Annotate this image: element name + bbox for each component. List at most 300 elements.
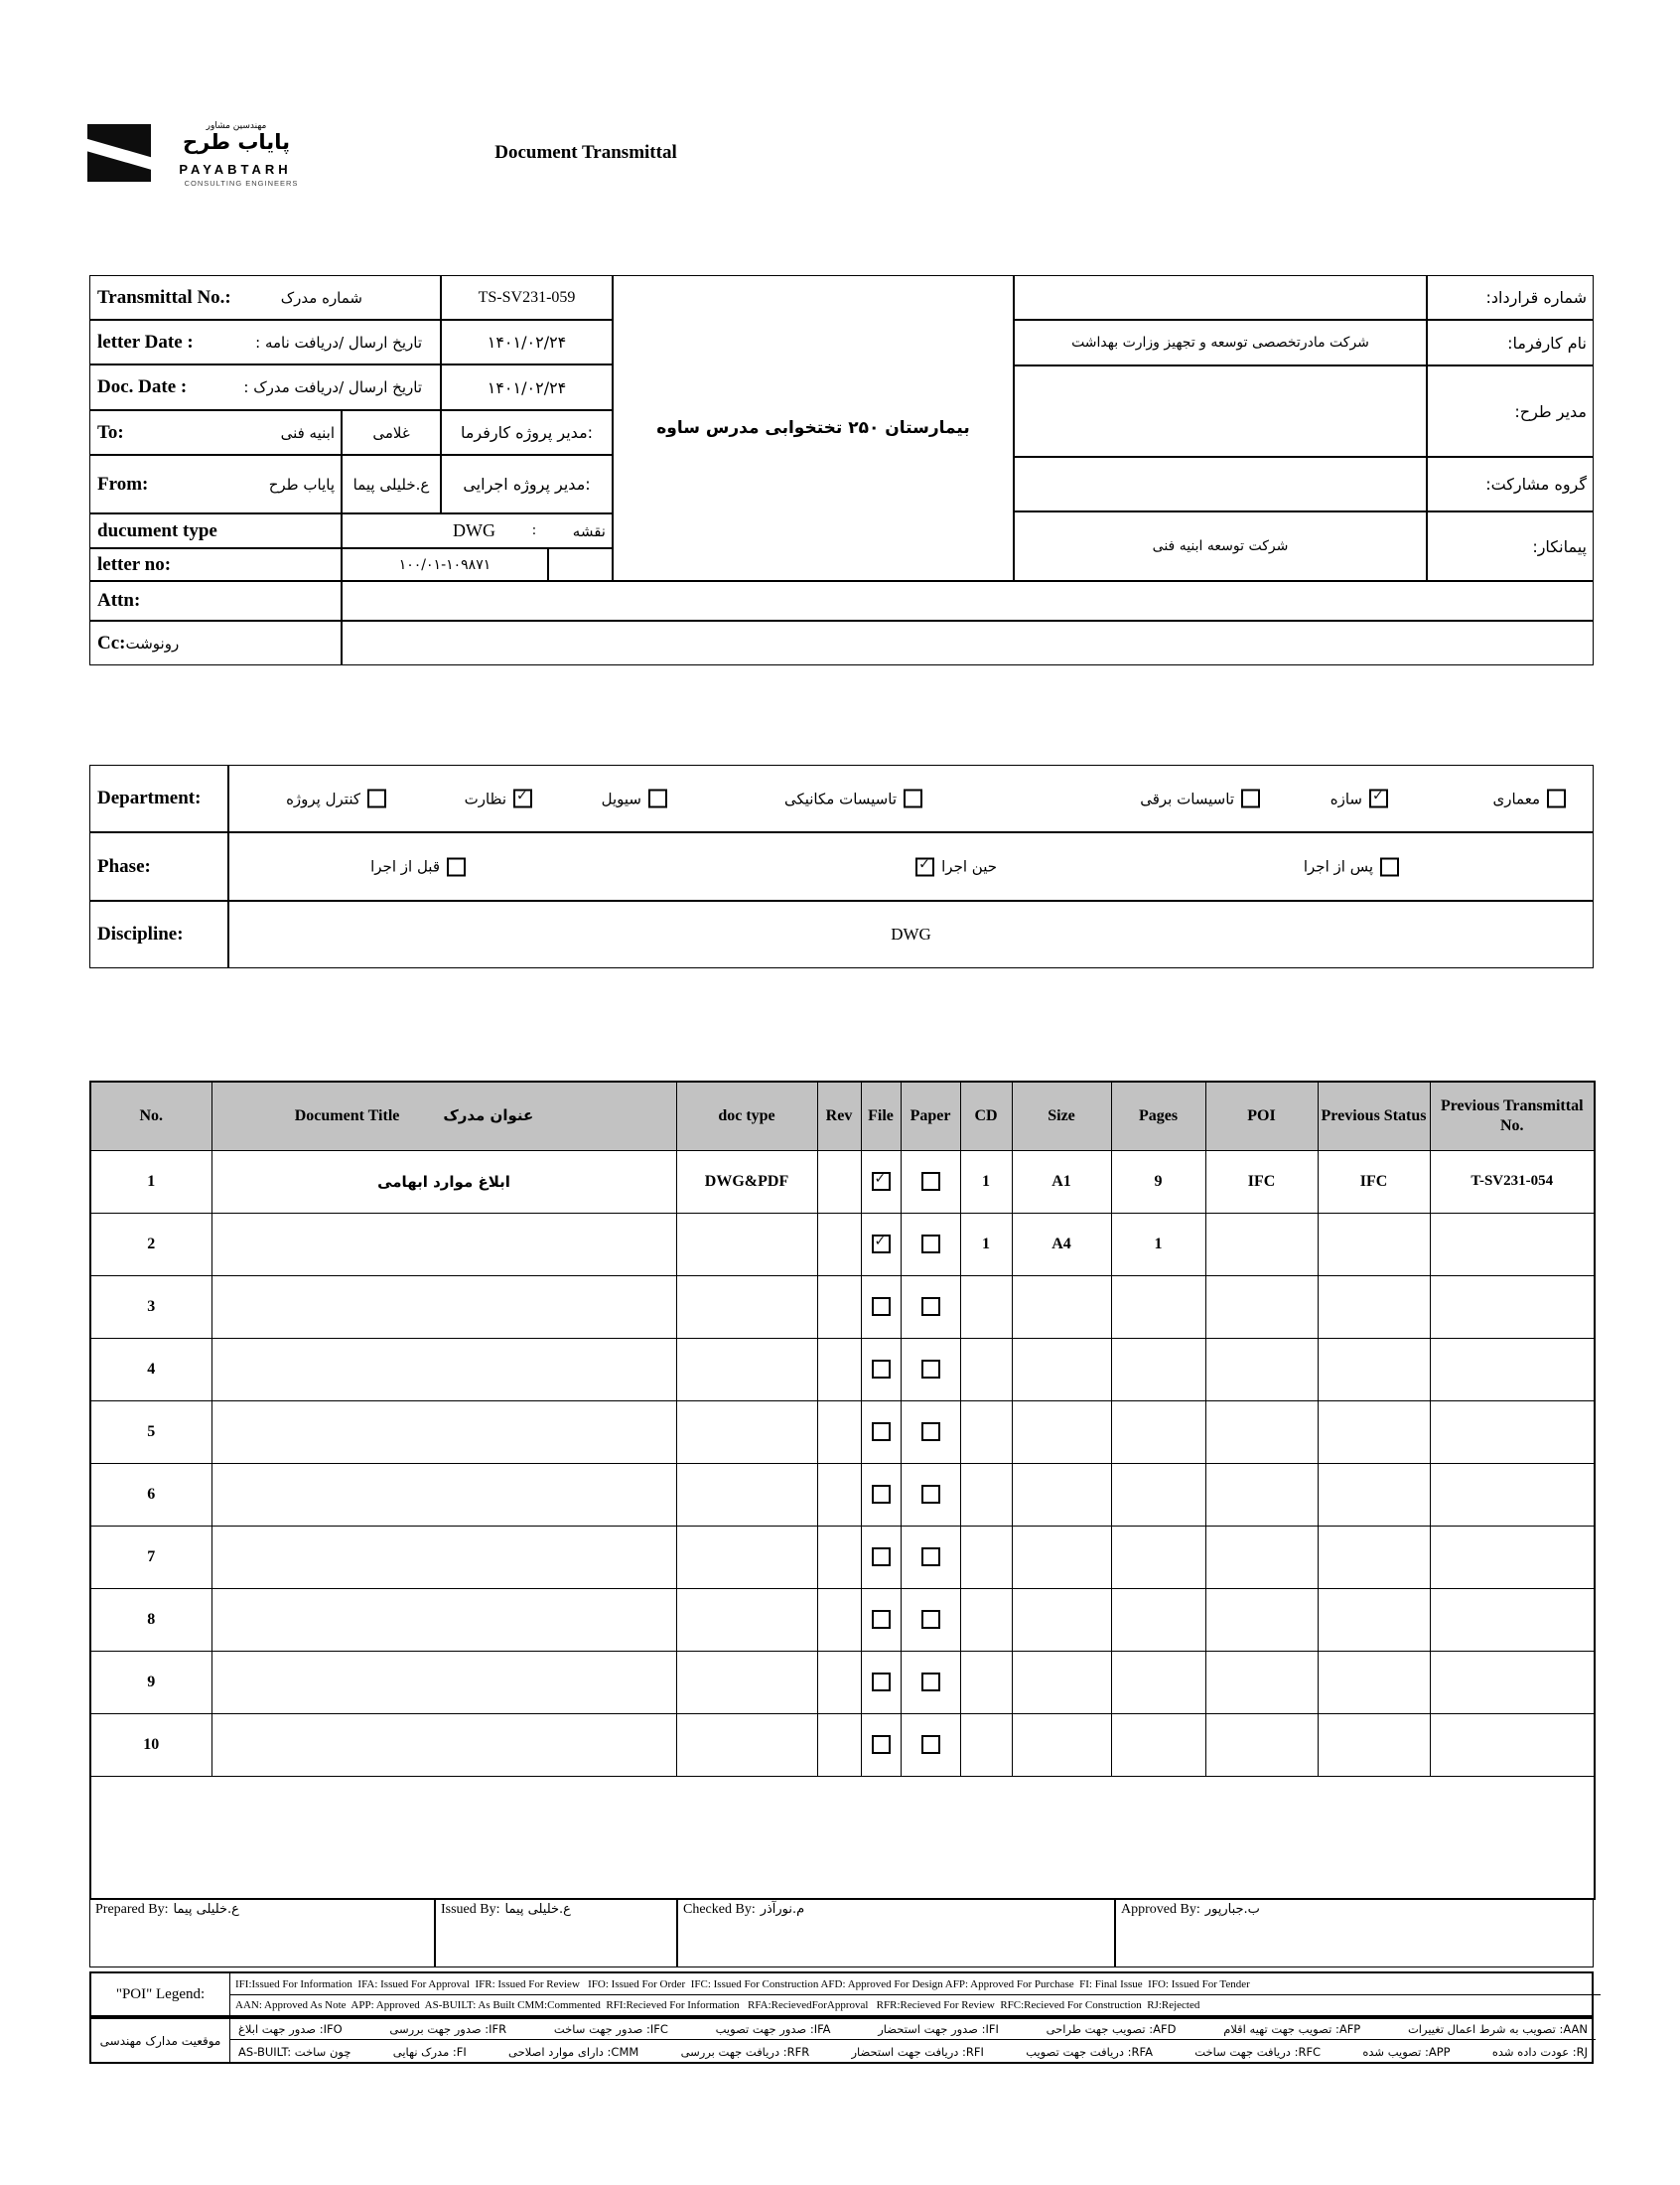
row-file-checkbox[interactable] — [872, 1547, 891, 1566]
poi-legend-line2: AAN: Approved As Note APP: Approved AS-BUILT: As Built CMM:Commented RFI:Recieved For Information RFA:RecievedForApproval RFR:Recieved For Review RFC:Recieved For Construction RJ:Rejected — [235, 1999, 1200, 2012]
row-no: 9 — [90, 1651, 211, 1713]
row-cd — [960, 1651, 1012, 1713]
row-prev-transmittal — [1430, 1275, 1595, 1338]
department-checkbox[interactable] — [1241, 790, 1260, 808]
poi-legend-label: "POI" Legend: — [115, 1985, 206, 2002]
department-option — [602, 790, 667, 808]
row-size — [1012, 1588, 1111, 1651]
document-table-row — [90, 1338, 1595, 1400]
logo-fa-name: پایاب طرح — [183, 130, 290, 154]
row-prev-status — [1318, 1400, 1430, 1463]
row-poi — [1205, 1588, 1318, 1651]
department-option — [1330, 790, 1388, 808]
row-paper-checkbox[interactable] — [921, 1610, 940, 1629]
fa-legend-item-ifa: صدور جهت تصویب :IFA — [715, 2022, 831, 2036]
row-poi — [1205, 1400, 1318, 1463]
row-poi — [1205, 1713, 1318, 1776]
row-cd — [960, 1275, 1012, 1338]
from-label: From: — [97, 473, 149, 495]
row-cd — [960, 1526, 1012, 1588]
table-footer-empty-row — [90, 1776, 1595, 1899]
checked-by-cell — [677, 1898, 1115, 1967]
row-checkbox-cell — [861, 1651, 901, 1713]
fa-legend-item-ifc: صدور جهت ساخت :IFC — [553, 2022, 668, 2036]
transmittal-no-label-cell — [89, 275, 441, 320]
row-poi: IFC — [1205, 1150, 1318, 1213]
approved-by-name: ب.جبارپور — [1204, 1902, 1260, 1917]
row-pages — [1111, 1651, 1205, 1713]
row-size — [1012, 1400, 1111, 1463]
row-poi — [1205, 1463, 1318, 1526]
row-no: 7 — [90, 1526, 211, 1588]
discipline-label-cell — [89, 901, 228, 968]
checked-by-label: Checked By: — [683, 1902, 756, 1917]
plan-manager-value — [1014, 365, 1427, 457]
employer-label: نام کارفرما: — [1427, 320, 1594, 365]
fa-legend-item-cmm: دارای موارد اصلاحی :CMM — [508, 2044, 639, 2059]
partnership-value — [1014, 457, 1427, 511]
row-checkbox-cell — [901, 1463, 960, 1526]
row-paper-checkbox[interactable] — [921, 1673, 940, 1691]
top-info-table — [89, 275, 1594, 665]
row-size — [1012, 1463, 1111, 1526]
row-file-checkbox[interactable] — [872, 1485, 891, 1504]
row-rev — [817, 1651, 861, 1713]
row-rev — [817, 1275, 861, 1338]
row-cd: 1 — [960, 1150, 1012, 1213]
fa-legend-item-ifi: صدور جهت استحضار :IFI — [878, 2022, 999, 2036]
row-poi — [1205, 1213, 1318, 1275]
from-role: مدیر پروژه اجرایی: — [441, 455, 613, 513]
row-no: 4 — [90, 1338, 211, 1400]
transmittal-no-label-en: Transmittal No.: — [97, 286, 231, 308]
row-title: ابلاغ موارد ابهامی — [211, 1150, 676, 1213]
letterno-value: ۱۰۰/۰۱-۱۰۹۸۷۱ — [342, 548, 548, 581]
department-option — [1493, 790, 1567, 808]
row-prev-status: IFC — [1318, 1150, 1430, 1213]
cc-label: Cc: — [97, 632, 126, 654]
letter-date-value: ۱۴۰۱/۰۲/۲۴ — [441, 320, 613, 364]
row-doctype — [676, 1713, 817, 1776]
row-checkbox-cell — [901, 1400, 960, 1463]
document-table — [89, 1081, 1596, 1900]
row-size — [1012, 1713, 1111, 1776]
col-title-en: Document Title — [294, 1107, 400, 1125]
row-file-checkbox[interactable] — [872, 1735, 891, 1754]
row-file-checkbox-checked[interactable] — [872, 1235, 891, 1253]
letterno-extra-cell — [548, 548, 613, 581]
to-value: ابنیه فنی — [280, 423, 335, 442]
row-prev-transmittal — [1430, 1400, 1595, 1463]
col-prev-transmittal: Previous Transmittal No. — [1430, 1082, 1595, 1150]
phase-options-cell — [228, 832, 1594, 901]
row-size: A4 — [1012, 1213, 1111, 1275]
row-checkbox-cell — [861, 1526, 901, 1588]
row-checkbox-cell — [901, 1713, 960, 1776]
row-doctype — [676, 1400, 817, 1463]
doc-date-label-cell — [89, 364, 441, 410]
row-prev-transmittal — [1430, 1713, 1595, 1776]
page-title: Document Transmittal — [494, 142, 677, 163]
cc-label-fa: رونوشت — [125, 634, 180, 653]
row-prev-transmittal — [1430, 1463, 1595, 1526]
row-checkbox-cell — [901, 1651, 960, 1713]
row-rev — [817, 1713, 861, 1776]
fa-legend-line1 — [230, 2019, 1596, 2040]
prepared-by-label: Prepared By: — [95, 1902, 169, 1917]
row-doctype — [676, 1463, 817, 1526]
attn-value-cell — [342, 581, 1594, 621]
issued-by-label: Issued By: — [441, 1902, 500, 1917]
row-paper-checkbox[interactable] — [921, 1172, 940, 1191]
col-title — [211, 1082, 676, 1150]
row-prev-status — [1318, 1526, 1430, 1588]
row-size — [1012, 1338, 1111, 1400]
row-checkbox-cell — [861, 1588, 901, 1651]
row-no: 10 — [90, 1713, 211, 1776]
row-prev-status — [1318, 1213, 1430, 1275]
row-no: 8 — [90, 1588, 211, 1651]
row-poi — [1205, 1651, 1318, 1713]
department-option — [1140, 790, 1260, 808]
table-footer-empty-cell — [90, 1776, 1595, 1899]
col-size: Size — [1012, 1082, 1111, 1150]
row-file-checkbox[interactable] — [872, 1673, 891, 1691]
row-cd — [960, 1400, 1012, 1463]
row-prev-transmittal — [1430, 1526, 1595, 1588]
row-prev-status — [1318, 1338, 1430, 1400]
row-pages — [1111, 1526, 1205, 1588]
poi-legend-label-cell — [91, 1973, 230, 2015]
row-rev — [817, 1526, 861, 1588]
col-pages: Pages — [1111, 1082, 1205, 1150]
row-prev-transmittal — [1430, 1588, 1595, 1651]
row-checkbox-cell — [861, 1275, 901, 1338]
logo-mark-icon — [87, 124, 151, 182]
department-checkbox[interactable] — [904, 790, 922, 808]
doc-date-value: ۱۴۰۱/۰۲/۲۴ — [441, 364, 613, 410]
fa-legend-item-rfc: دریافت جهت ساخت :RFC — [1194, 2044, 1322, 2059]
row-pages — [1111, 1588, 1205, 1651]
row-no: 6 — [90, 1463, 211, 1526]
department-option-label: تاسیسات برقی — [1140, 790, 1234, 807]
document-table-row — [90, 1588, 1595, 1651]
row-pages — [1111, 1713, 1205, 1776]
document-table-row — [90, 1713, 1595, 1776]
department-checkbox[interactable] — [1547, 790, 1566, 808]
attn-label: Attn: — [97, 590, 141, 611]
department-option — [465, 790, 532, 808]
col-title-fa: عنوان مدرک — [443, 1106, 534, 1125]
row-doctype — [676, 1651, 817, 1713]
department-option — [784, 790, 922, 808]
project-name-cell: بیمارستان ۲۵۰ تختخوابی مدرس ساوه — [613, 275, 1014, 581]
contractor-label: پیمانکار: — [1427, 511, 1594, 581]
document-table-header-row — [90, 1082, 1595, 1150]
doctype-label: ducument type — [97, 519, 217, 541]
contract-no-value — [1014, 275, 1427, 320]
poi-legend-line1: IFI:Issued For Information IFA: Issued For Approval IFR: Issued For Review IFO: Issued For Order IFC: Issued For Construction AFD: Approved For Design AFP: Approved For Purchase FI: Final Issue IFO: Issued For Tender — [230, 1973, 1601, 1995]
row-prev-transmittal: T-SV231-054 — [1430, 1150, 1595, 1213]
discipline-label: Discipline: — [97, 924, 184, 945]
row-paper-checkbox[interactable] — [921, 1235, 940, 1253]
doctype-value-cell — [342, 513, 613, 548]
row-paper-checkbox[interactable] — [921, 1297, 940, 1316]
fa-legend-item-ifr: صدور جهت بررسی :IFR — [389, 2022, 507, 2036]
col-no: No. — [90, 1082, 211, 1150]
document-table-row — [90, 1463, 1595, 1526]
row-file-checkbox[interactable] — [872, 1297, 891, 1316]
row-size — [1012, 1651, 1111, 1713]
row-title — [211, 1526, 676, 1588]
doctype-colon: : — [531, 522, 536, 538]
col-prev-status: Previous Status — [1318, 1082, 1430, 1150]
row-pages: 9 — [1111, 1150, 1205, 1213]
row-prev-status — [1318, 1651, 1430, 1713]
row-checkbox-cell — [861, 1213, 901, 1275]
letterno-label-cell — [89, 548, 342, 581]
department-option-label: نظارت — [464, 790, 506, 807]
department-checkbox[interactable] — [648, 790, 667, 808]
row-file-checkbox[interactable] — [872, 1360, 891, 1379]
fa-legend-item-rfi: دریافت جهت استحضار :RFI — [851, 2044, 984, 2059]
row-cd — [960, 1713, 1012, 1776]
to-label: To: — [97, 421, 124, 443]
row-file-checkbox-checked[interactable] — [872, 1172, 891, 1191]
row-doctype: DWG&PDF — [676, 1150, 817, 1213]
contract-no-label: شماره قرارداد: — [1427, 275, 1594, 320]
row-checkbox-cell — [901, 1275, 960, 1338]
cc-label-cell — [89, 621, 342, 665]
row-checkbox-cell — [901, 1213, 960, 1275]
prepared-by-name: ع.خلیلی پیما — [173, 1902, 239, 1917]
department-option-label: سیویل — [601, 790, 641, 807]
phase-option-label: حین اجرا — [941, 857, 997, 876]
checked-by-name: م.نورآذر — [760, 1902, 805, 1917]
fa-legend-item-rfr: دریافت جهت بررسی :RFR — [680, 2044, 810, 2059]
row-checkbox-cell — [861, 1338, 901, 1400]
phase-label-cell — [89, 832, 228, 901]
row-size: A1 — [1012, 1150, 1111, 1213]
to-name: غلامی — [342, 410, 441, 455]
row-checkbox-cell — [901, 1526, 960, 1588]
row-checkbox-cell — [901, 1338, 960, 1400]
letter-date-label-en: letter Date : — [97, 331, 194, 353]
col-paper: Paper — [901, 1082, 960, 1150]
col-doctype: doc type — [676, 1082, 817, 1150]
fa-legend-item-afd: تصویب جهت طراحی :AFD — [1046, 2022, 1177, 2036]
row-checkbox-cell — [861, 1150, 901, 1213]
row-doctype — [676, 1213, 817, 1275]
row-rev — [817, 1588, 861, 1651]
row-checkbox-cell — [861, 1463, 901, 1526]
fa-legend-label: موقعیت مدارک مهندسی — [99, 2033, 221, 2048]
to-cell — [89, 410, 342, 455]
col-file: File — [861, 1082, 901, 1150]
row-no: 1 — [90, 1150, 211, 1213]
logo-en-name: PAYABTARH — [179, 162, 292, 177]
letterno-label: letter no: — [97, 553, 172, 575]
row-pages: 1 — [1111, 1213, 1205, 1275]
phase-checkbox-checked[interactable] — [915, 857, 934, 876]
row-paper-checkbox[interactable] — [921, 1547, 940, 1566]
letter-date-label-fa: تاریخ ارسال /دریافت نامه : — [255, 333, 422, 352]
letter-date-label-cell — [89, 320, 441, 364]
department-label-cell — [89, 765, 228, 832]
row-doctype — [676, 1338, 817, 1400]
row-rev — [817, 1338, 861, 1400]
row-checkbox-cell — [901, 1588, 960, 1651]
department-option-label: کنترل پروژه — [286, 790, 360, 807]
row-pages — [1111, 1275, 1205, 1338]
fa-legend-item-afp: تصویب جهت تهیه اقلام :AFP — [1223, 2022, 1361, 2036]
row-poi — [1205, 1338, 1318, 1400]
fa-legend-item-ifo: صدور جهت ابلاغ :IFO — [238, 2022, 343, 2036]
document-table-row — [90, 1526, 1595, 1588]
fa-legend-item-rfa: دریافت جهت تصویب :RFA — [1026, 2044, 1153, 2059]
row-no: 2 — [90, 1213, 211, 1275]
department-option-label: معماری — [1492, 790, 1540, 807]
doctype-label-cell — [89, 513, 342, 548]
department-checkbox-checked[interactable] — [513, 790, 532, 808]
to-role: مدیر پروژه کارفرما: — [441, 410, 613, 455]
row-file-checkbox[interactable] — [872, 1422, 891, 1441]
employer-value: شرکت مادرتخصصی توسعه و تجهیز وزارت بهداشت — [1014, 320, 1427, 365]
document-table-wrap — [89, 1081, 1596, 1900]
row-prev-status — [1318, 1588, 1430, 1651]
row-rev — [817, 1213, 861, 1275]
col-cd: CD — [960, 1082, 1012, 1150]
prepared-by-cell — [89, 1898, 435, 1967]
row-paper-checkbox[interactable] — [921, 1735, 940, 1754]
discipline-value: DWG — [228, 901, 1594, 968]
issued-by-cell — [435, 1898, 677, 1967]
partnership-label: گروه مشارکت: — [1427, 457, 1594, 511]
row-title — [211, 1651, 676, 1713]
department-options-cell — [228, 765, 1594, 832]
row-size — [1012, 1526, 1111, 1588]
row-cd: 1 — [960, 1213, 1012, 1275]
department-option — [286, 790, 386, 808]
from-cell — [89, 455, 342, 513]
row-checkbox-cell — [861, 1713, 901, 1776]
phase-label: Phase: — [97, 855, 151, 877]
row-title — [211, 1338, 676, 1400]
col-poi: POI — [1205, 1082, 1318, 1150]
doctype-value: DWG — [453, 520, 495, 540]
phase-option — [915, 857, 997, 876]
col-rev: Rev — [817, 1082, 861, 1150]
document-table-row — [90, 1400, 1595, 1463]
phase-option-label: قبل از اجرا — [370, 857, 440, 876]
row-poi — [1205, 1526, 1318, 1588]
from-value: پایاب طرح — [268, 475, 335, 494]
row-prev-status — [1318, 1463, 1430, 1526]
row-prev-status — [1318, 1275, 1430, 1338]
row-doctype — [676, 1526, 817, 1588]
fa-legend — [89, 2017, 1594, 2064]
row-title — [211, 1588, 676, 1651]
transmittal-no-value: TS-SV231-059 — [441, 275, 613, 320]
from-name: ع.خلیلی پیما — [342, 455, 441, 513]
plan-manager-label: مدیر طرح: — [1427, 365, 1594, 457]
phase-option — [370, 857, 466, 876]
company-logo — [87, 121, 316, 193]
row-size — [1012, 1275, 1111, 1338]
phase-option-label: پس از اجرا — [1303, 857, 1373, 876]
row-title — [211, 1213, 676, 1275]
row-paper-checkbox[interactable] — [921, 1422, 940, 1441]
row-file-checkbox[interactable] — [872, 1610, 891, 1629]
approved-by-label: Approved By: — [1121, 1902, 1200, 1917]
doc-date-label-en: Doc. Date : — [97, 376, 188, 397]
document-table-row — [90, 1651, 1595, 1713]
row-title — [211, 1275, 676, 1338]
row-rev — [817, 1150, 861, 1213]
row-prev-transmittal — [1430, 1213, 1595, 1275]
poi-legend — [89, 1971, 1594, 2017]
fa-legend-item-app: تصویب شده :APP — [1362, 2044, 1451, 2059]
row-prev-status — [1318, 1713, 1430, 1776]
approved-by-cell — [1115, 1898, 1594, 1967]
doctype-value-fa: نقشه — [572, 521, 606, 540]
department-label: Department: — [97, 788, 202, 808]
fa-legend-line2 — [230, 2042, 1596, 2063]
doc-date-label-fa: تاریخ ارسال /دریافت مدرک : — [243, 378, 422, 396]
cc-value-cell — [342, 621, 1594, 665]
phase-checkbox[interactable] — [1380, 857, 1399, 876]
fa-legend-label-cell — [91, 2019, 230, 2062]
fa-legend-item-rj: عودت داده شده :RJ — [1491, 2044, 1588, 2059]
row-paper-checkbox[interactable] — [921, 1485, 940, 1504]
row-title — [211, 1463, 676, 1526]
row-title — [211, 1713, 676, 1776]
row-cd — [960, 1463, 1012, 1526]
department-checkbox[interactable] — [367, 790, 386, 808]
document-table-row — [90, 1275, 1595, 1338]
row-rev — [817, 1400, 861, 1463]
row-pages — [1111, 1338, 1205, 1400]
document-table-row — [90, 1213, 1595, 1275]
department-checkbox-checked[interactable] — [1369, 790, 1388, 808]
row-title — [211, 1400, 676, 1463]
signature-row — [89, 1898, 1594, 1967]
fa-legend-item-as-built: AS-BUILT: چون ساخت — [238, 2044, 351, 2059]
row-cd — [960, 1588, 1012, 1651]
transmittal-no-label-fa: شماره مدرک — [280, 288, 362, 307]
row-prev-transmittal — [1430, 1338, 1595, 1400]
row-paper-checkbox[interactable] — [921, 1360, 940, 1379]
fa-legend-item-aan: تصویب به شرط اعمال تغییرات :AAN — [1407, 2022, 1588, 2036]
logo-fa-tagline: مهندسین مشاور — [206, 121, 267, 131]
row-doctype — [676, 1275, 817, 1338]
phase-checkbox[interactable] — [447, 857, 466, 876]
row-checkbox-cell — [861, 1400, 901, 1463]
row-rev — [817, 1463, 861, 1526]
department-option-label: تاسیسات مکانیکی — [783, 790, 897, 807]
row-poi — [1205, 1275, 1318, 1338]
attn-label-cell — [89, 581, 342, 621]
issued-by-name: ع.خلیلی پیما — [504, 1902, 571, 1917]
row-pages — [1111, 1400, 1205, 1463]
row-prev-transmittal — [1430, 1651, 1595, 1713]
row-pages — [1111, 1463, 1205, 1526]
phase-option — [1304, 857, 1399, 876]
document-table-row — [90, 1150, 1595, 1213]
row-checkbox-cell — [901, 1150, 960, 1213]
row-doctype — [676, 1588, 817, 1651]
contractor-value: شرکت توسعه ابنیه فنی — [1014, 511, 1427, 581]
